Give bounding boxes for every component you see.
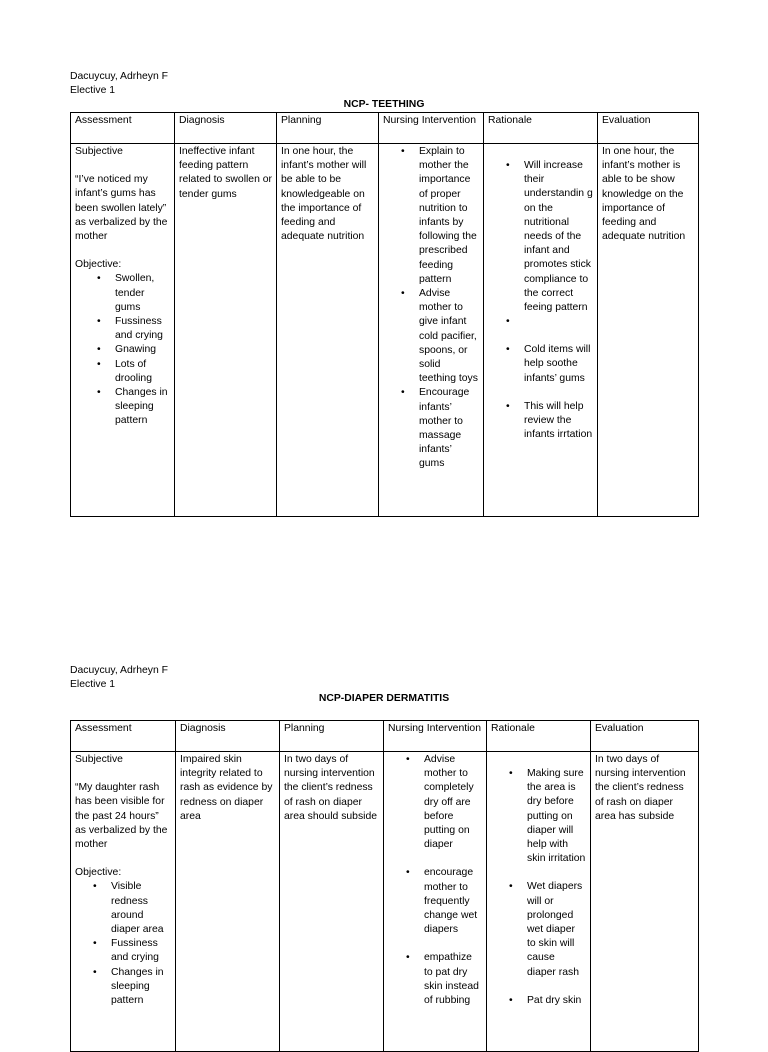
list-item: • Will increase their understandin g on the nutritional needs of the infant and promotes stick compliance to the correct feeing pattern (524, 159, 593, 315)
list-item: • Wet diapers will or prolonged wet diaper to skin will cause diaper rash (527, 880, 586, 979)
table-row (71, 144, 699, 517)
section-title: NCP- TEETHING (343, 99, 425, 110)
rationale-list-2 (491, 880, 586, 979)
header-rationale: Rationale (484, 113, 598, 144)
rationale-list (488, 159, 593, 343)
objective-label: Objective: (75, 867, 122, 879)
evaluation-cell: In one hour, the infant’s mother is able to be show knowledge on the importance of feeding and adequate nutrition (598, 144, 699, 517)
table-row (71, 752, 699, 1052)
header-assessment: Assessment (71, 113, 175, 144)
author-name: Dacuycuy, Adrheyn F (70, 665, 168, 676)
list-item: • encourage mother to frequently change wet diapers (424, 866, 482, 937)
planning-cell: In one hour, the infant’s mother will be able to be knowledgeable on the importance of feeding and adequate nutrition (277, 144, 379, 517)
author-name: Dacuycuy, Adrheyn F (70, 71, 168, 82)
list-item: • Changes in sleeping pattern (115, 386, 170, 429)
intervention-cell (384, 752, 487, 1052)
rationale-list-3 (491, 994, 586, 1008)
intervention-list-3 (388, 951, 482, 1008)
list-item: • Making sure the area is dry before putting on diaper will help with skin irritation (527, 767, 586, 866)
subjective-text: “My daughter rash has been visible for the past 24 hours” as verbalized by the mother (75, 782, 168, 851)
list-item: • This will help review the infants irrtation (524, 400, 593, 443)
header-diagnosis: Diagnosis (176, 721, 280, 752)
course-label: Elective 1 (70, 679, 116, 690)
header-planning: Planning (277, 113, 379, 144)
rationale-list (491, 767, 586, 866)
course-label: Elective 1 (70, 85, 116, 96)
table-header-row (71, 113, 699, 144)
header-rationale: Rationale (487, 721, 591, 752)
header-evaluation: Evaluation (591, 721, 699, 752)
list-item: • Advise mother to give infant cold pacifier, spoons, or solid teething toys (419, 287, 479, 386)
header-nursing-intervention: Nursing Intervention (379, 113, 484, 144)
list-item: • Visible redness around diaper area (111, 880, 171, 937)
list-item: • Gnawing (115, 343, 170, 357)
rationale-cell (487, 752, 591, 1052)
objective-label: Objective: (75, 259, 122, 271)
subjective-label: Subjective (75, 146, 123, 157)
intervention-cell (379, 144, 484, 517)
list-item: • Fussiness and crying (111, 937, 171, 965)
assessment-cell (71, 144, 175, 517)
list-item: • Swollen, tender gums (115, 272, 170, 315)
evaluation-cell: In two days of nursing intervention the client’s redness of rash on diaper area has subside (591, 752, 699, 1052)
subjective-label: Subjective (75, 754, 123, 765)
intervention-list (388, 753, 482, 852)
rationale-list-3 (488, 400, 593, 443)
list-item: • Pat dry skin (527, 994, 586, 1008)
objective-list (75, 880, 171, 1008)
list-item: • Lots of drooling (115, 358, 170, 386)
ncp-table (70, 112, 699, 517)
diagnosis-cell: Impaired skin integrity related to rash as evidence by redness on diaper area (176, 752, 280, 1052)
intervention-list-2 (388, 866, 482, 937)
list-item: • Explain to mother the importance of proper nutrition to infants by following the prescribed feeding pattern (419, 145, 479, 287)
planning-cell: In two days of nursing intervention the client’s redness of rash on diaper area should subside (280, 752, 384, 1052)
header-diagnosis: Diagnosis (175, 113, 277, 144)
header-nursing-intervention: Nursing Intervention (384, 721, 487, 752)
list-item: • Cold items will help soothe infants’ gums (524, 343, 593, 386)
rationale-list-2 (488, 343, 593, 386)
intervention-list (383, 145, 479, 472)
header-assessment: Assessment (71, 721, 176, 752)
ncp-table (70, 720, 699, 1052)
list-item: • Fussiness and crying (115, 315, 170, 343)
list-item: • Encourage infants’ mother to massage infants’ gums (419, 386, 479, 471)
assessment-cell (71, 752, 176, 1052)
objective-list (75, 272, 170, 428)
table-header-row (71, 721, 699, 752)
rationale-cell (484, 144, 598, 517)
list-item: • empathize to pat dry skin instead of rubbing (424, 951, 482, 1008)
subjective-text: “I’ve noticed my infant’s gums has been swollen lately” as verbalized by the mother (75, 174, 168, 243)
header-evaluation: Evaluation (598, 113, 699, 144)
section-title: NCP-DIAPER DERMATITIS (318, 693, 450, 704)
list-item: • Changes in sleeping pattern (111, 966, 171, 1009)
diagnosis-cell: Ineffective infant feeding pattern related to swollen or tender gums (175, 144, 277, 517)
list-item: • Advise mother to completely dry off are before putting on diaper (424, 753, 482, 852)
header-planning: Planning (280, 721, 384, 752)
